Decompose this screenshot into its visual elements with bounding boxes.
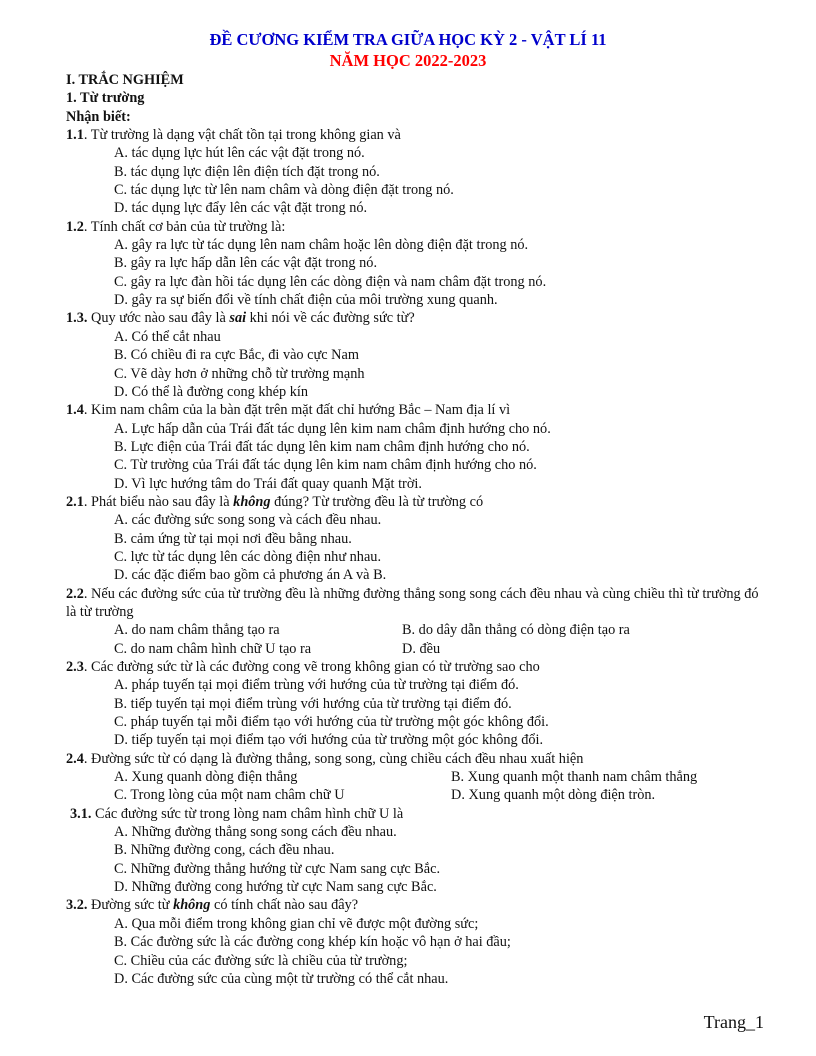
option-d: D. Các đường sức của cùng một từ trường có thể cắt nhau. [114, 970, 449, 987]
option-c: C. do nam châm hình chữ U tạo ra [114, 640, 312, 657]
option-d: D. tiếp tuyến tại mọi điểm tạo với hướng của từ trường một góc không đổi. [114, 732, 544, 749]
question-2-1 [66, 493, 772, 511]
option-d: D. tác dụng lực đẩy lên các vật đặt trong nó. [114, 200, 368, 217]
option-a: A. gây ra lực từ tác dụng lên nam châm hoặc lên dòng điện đặt trong nó. [114, 237, 529, 254]
topic-heading: 1. Từ trường [66, 90, 145, 107]
option-b: B. tác dụng lực điện lên điện tích đặt trong nó. [114, 163, 380, 180]
question-text: . Các đường sức từ là các đường cong vẽ trong không gian có từ trường sao cho [83, 659, 540, 675]
option-c: C. Chiều của các đường sức là chiều của từ trường; [114, 952, 408, 969]
question-2-4 [66, 750, 772, 768]
question-text: Đường sức từ [87, 897, 174, 914]
question-text-end: khi nói về các đường sức từ? [246, 310, 415, 327]
option-c: C. Từ trường của Trái đất tác dụng lên kim nam châm định hướng cho nó. [114, 457, 537, 474]
question-1-4 [66, 401, 772, 419]
option-a: A. Qua mỗi điểm trong không gian chỉ vẽ được một đường sức; [114, 915, 479, 932]
options-row-ab [66, 768, 772, 786]
question-text: . Đường sức từ có dạng là đường thẳng, song song, cùng chiều cách đều nhau xuất hiện [83, 750, 584, 767]
option-c: C. lực từ tác dụng lên các dòng điện như nhau. [114, 548, 382, 565]
option-b: B. Xung quanh một thanh nam châm thẳng [451, 769, 698, 786]
option-d: D. Vì lực hướng tâm do Trái đất quay quanh Mặt trời. [114, 475, 422, 492]
options-row-cd [66, 786, 772, 804]
option-b: B. do dây dẫn thẳng có dòng điện tạo ra [402, 622, 630, 639]
question-emphasis: không [173, 897, 211, 914]
option-d: D. các đặc điểm bao gồm cả phương án A và B. [114, 567, 387, 584]
option-c: C. Những đường thẳng hướng từ cực Nam sang cực Bắc. [114, 860, 441, 877]
question-number: 1.3. [66, 310, 88, 327]
question-text-end: có tính chất nào sau đây? [210, 897, 359, 914]
option-a: A. do nam châm thẳng tạo ra [114, 622, 280, 639]
option-c: C. Vẽ dày hơn ở những chỗ từ trường mạnh [114, 365, 365, 382]
question-2-2 [66, 585, 772, 622]
option-a: A. Những đường thẳng song song cách đều nhau. [114, 824, 397, 841]
question-number: 3.2. [66, 897, 88, 914]
option-b: B. Có chiều đi ra cực Bắc, đi vào cực Nam [114, 347, 359, 364]
option-a: A. Lực hấp dẫn của Trái đất tác dụng lên kim nam châm định hướng cho nó. [114, 420, 551, 437]
option-a: A. pháp tuyến tại mọi điểm trùng với hướng của từ trường tại điểm đó. [114, 677, 519, 694]
option-b: B. cảm ứng từ tại mọi nơi đều bằng nhau. [114, 530, 352, 547]
question-number: 2.2 [66, 585, 84, 602]
question-number: 1.1 [66, 127, 84, 144]
question-emphasis: sai [229, 310, 247, 327]
option-b: B. gây ra lực hấp dẫn lên các vật đặt trong nó. [114, 255, 378, 272]
option-c: C. Trong lòng của một nam châm chữ U [114, 787, 345, 804]
question-number: 2.3 [66, 659, 84, 675]
question-number: 3.1. [70, 805, 92, 822]
option-d: D. Những đường cong hướng từ cực Nam sang cực Bắc. [114, 879, 437, 896]
question-text: . Kim nam châm của la bàn đặt trên mặt đất chỉ hướng Bắc – Nam địa lí vì [83, 402, 511, 419]
option-a: A. tác dụng lực hút lên các vật đặt trong nó. [114, 145, 365, 162]
question-text: . Nếu các đường sức của từ trường đều là những đường thẳng song song cách đều nhau và cùng chiều thì từ trường đó là từ trường [66, 585, 759, 620]
option-d: D. Có thể là đường cong khép kín [114, 383, 308, 400]
page-number: Trang_1 [703, 1012, 764, 1032]
option-d: D. Xung quanh một dòng điện tròn. [451, 787, 656, 804]
question-number: 2.1 [66, 493, 84, 510]
option-b: B. Lực điện của Trái đất tác dụng lên kim nam châm định hướng cho nó. [114, 438, 530, 455]
question-text: . Phát biểu nào sau đây là [83, 493, 234, 510]
question-1-1 [66, 126, 772, 144]
option-c: C. pháp tuyến tại mỗi điểm tạo với hướng của từ trường một góc không đổi. [114, 714, 549, 731]
school-year: NĂM HỌC 2022-2023 [329, 51, 487, 70]
level-heading: Nhận biết: [66, 108, 131, 125]
document-body [66, 71, 772, 988]
option-d: D. đều [402, 640, 441, 657]
question-text-end: đúng? Từ trường đều là từ trường có [270, 493, 484, 510]
options-row-cd [66, 640, 772, 658]
question-1-3 [66, 309, 772, 327]
question-number: 2.4 [66, 750, 84, 767]
option-a: A. Có thể cắt nhau [114, 328, 221, 345]
question-text: . Từ trường là dạng vật chất tồn tại trong không gian và [83, 127, 401, 144]
options-row-ab [66, 621, 772, 639]
document-title: ĐỀ CƯƠNG KIỂM TRA GIỮA HỌC KỲ 2 - VẬT LÍ 11 [209, 30, 607, 49]
option-a: A. các đường sức song song và cách đều nhau. [114, 512, 382, 529]
option-b: B. Các đường sức là các đường cong khép kín hoặc vô hạn ở hai đầu; [114, 934, 511, 951]
option-b: B. Những đường cong, cách đều nhau. [114, 842, 335, 859]
option-a: A. Xung quanh dòng điện thẳng [114, 769, 298, 786]
option-c: C. gây ra lực đàn hồi tác dụng lên các dòng điện và nam châm đặt trong nó. [114, 273, 547, 290]
question-text: Các đường sức từ trong lòng nam châm hình chữ U là [91, 805, 404, 822]
question-emphasis: không [233, 493, 271, 510]
question-number: 1.2 [66, 218, 84, 235]
section-heading: I. TRẮC NGHIỆM [66, 72, 184, 88]
option-d: D. gây ra sự biến đổi về tính chất điện của môi trường xung quanh. [114, 292, 498, 309]
question-3-2 [66, 896, 772, 914]
question-number: 1.4 [66, 402, 84, 419]
question-2-3 [66, 658, 772, 676]
option-c: C. tác dụng lực từ lên nam châm và dòng điện đặt trong nó. [114, 182, 454, 199]
question-text: . Tính chất cơ bản của từ trường là: [83, 218, 286, 235]
option-b: B. tiếp tuyến tại mọi điểm trùng với hướng của từ trường tại điểm đó. [114, 695, 512, 712]
question-3-1 [66, 805, 772, 823]
question-text: Quy ước nào sau đây là [87, 310, 230, 327]
question-1-2 [66, 218, 772, 236]
